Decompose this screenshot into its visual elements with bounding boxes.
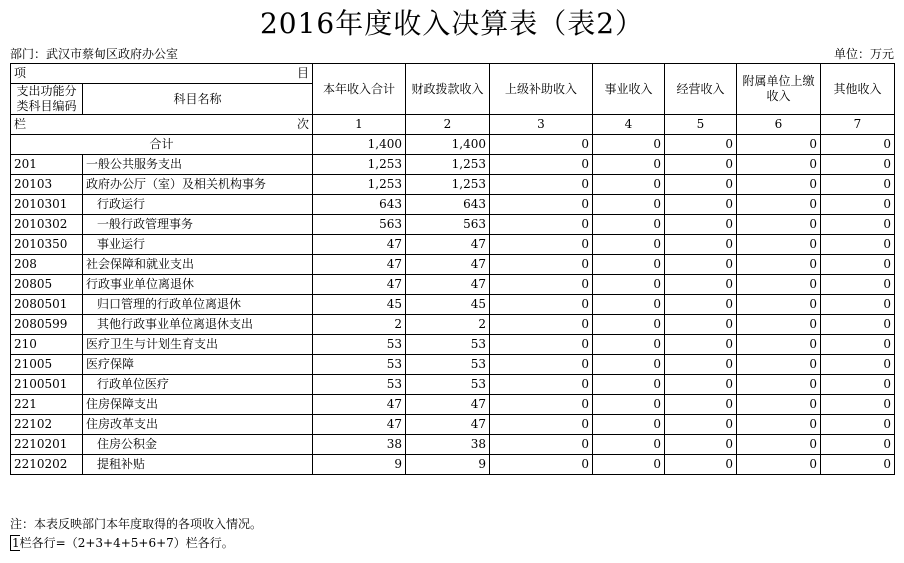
row-value: 0	[665, 395, 737, 415]
table-row	[11, 235, 895, 255]
col-number: 2	[406, 115, 490, 135]
row-value: 0	[490, 355, 593, 375]
row-value: 0	[737, 235, 821, 255]
table-row	[11, 255, 895, 275]
table-title: 2016年度收入决算表（表2）	[259, 7, 645, 40]
row-name: 其他行政事业单位离退休支出	[83, 315, 313, 335]
row-value: 47	[406, 275, 490, 295]
row-value: 0	[737, 415, 821, 435]
row-code: 2010350	[11, 235, 83, 255]
col-header-1: 本年收入合计	[313, 64, 406, 115]
row-code: 2210201	[11, 435, 83, 455]
row-value: 0	[821, 315, 895, 335]
total-value: 0	[490, 135, 593, 155]
row-value: 0	[490, 235, 593, 255]
row-value: 643	[406, 195, 490, 215]
row-value: 0	[665, 415, 737, 435]
row-value: 9	[406, 455, 490, 475]
row-value: 0	[490, 395, 593, 415]
row-value: 0	[593, 155, 665, 175]
col-number: 7	[821, 115, 895, 135]
row-value: 0	[821, 375, 895, 395]
table-row	[11, 395, 895, 415]
row-value: 0	[737, 295, 821, 315]
table-row	[11, 435, 895, 455]
table-row	[11, 335, 895, 355]
lan-ci-cell	[11, 115, 313, 135]
row-value: 0	[490, 255, 593, 275]
row-value: 2	[406, 315, 490, 335]
footnote-1: 注：本表反映部门本年度取得的各项收入情况。	[10, 517, 263, 531]
col-header-6: 附属单位上缴收入	[737, 64, 821, 115]
row-value: 0	[737, 215, 821, 235]
row-value: 0	[737, 395, 821, 415]
row-value: 53	[406, 355, 490, 375]
col-number: 6	[737, 115, 821, 135]
col-number: 4	[593, 115, 665, 135]
row-code: 210	[11, 335, 83, 355]
name-header: 科目名称	[83, 84, 313, 115]
row-value: 0	[593, 315, 665, 335]
row-value: 0	[665, 195, 737, 215]
row-name: 住房改革支出	[83, 415, 313, 435]
row-name: 行政单位医疗	[83, 375, 313, 395]
row-code: 2080501	[11, 295, 83, 315]
row-value: 0	[665, 155, 737, 175]
row-name: 归口管理的行政单位离退休	[83, 295, 313, 315]
total-value: 0	[593, 135, 665, 155]
col-number: 1	[313, 115, 406, 135]
xiang-mu-cell	[11, 64, 313, 84]
row-value: 0	[490, 215, 593, 235]
row-code: 21005	[11, 355, 83, 375]
row-value: 0	[821, 355, 895, 375]
row-value: 0	[593, 175, 665, 195]
table-row	[11, 215, 895, 235]
row-name: 行政事业单位离退休	[83, 275, 313, 295]
col-header-4: 事业收入	[593, 64, 665, 115]
row-value: 1,253	[313, 175, 406, 195]
row-name: 事业运行	[83, 235, 313, 255]
row-value: 0	[593, 395, 665, 415]
row-value: 53	[313, 355, 406, 375]
row-value: 53	[313, 335, 406, 355]
row-value: 0	[490, 155, 593, 175]
row-value: 0	[821, 195, 895, 215]
row-name: 住房公积金	[83, 435, 313, 455]
xiang-label: 项	[14, 66, 27, 80]
footnote-2-prefix: 1	[12, 536, 20, 550]
total-row	[11, 135, 895, 155]
row-value: 0	[490, 315, 593, 335]
row-value: 47	[406, 235, 490, 255]
table-row	[11, 175, 895, 195]
row-name: 行政运行	[83, 195, 313, 215]
row-code: 201	[11, 155, 83, 175]
column-number-row	[11, 115, 895, 135]
row-value: 47	[313, 415, 406, 435]
row-value: 47	[406, 395, 490, 415]
row-value: 563	[406, 215, 490, 235]
total-value: 0	[821, 135, 895, 155]
row-value: 0	[593, 355, 665, 375]
row-value: 1,253	[406, 155, 490, 175]
row-value: 0	[737, 375, 821, 395]
row-value: 0	[821, 335, 895, 355]
row-value: 0	[821, 455, 895, 475]
row-value: 45	[406, 295, 490, 315]
department-label: 部门：武汉市蔡甸区政府办公室	[10, 47, 179, 61]
table-row	[11, 275, 895, 295]
mu-label: 目	[296, 66, 309, 80]
row-value: 53	[313, 375, 406, 395]
row-value: 0	[737, 315, 821, 335]
table-row	[11, 375, 895, 395]
row-value: 0	[665, 335, 737, 355]
row-value: 38	[313, 435, 406, 455]
row-name: 政府办公厅（室）及相关机构事务	[83, 175, 313, 195]
table-row	[11, 355, 895, 375]
row-value: 0	[821, 435, 895, 455]
row-value: 0	[665, 175, 737, 195]
row-value: 0	[593, 275, 665, 295]
row-value: 0	[665, 255, 737, 275]
row-value: 47	[313, 395, 406, 415]
row-name: 社会保障和就业支出	[83, 255, 313, 275]
row-value: 0	[665, 355, 737, 375]
table-row	[11, 415, 895, 435]
row-value: 0	[665, 295, 737, 315]
row-code: 2010302	[11, 215, 83, 235]
row-value: 0	[490, 275, 593, 295]
row-value: 0	[821, 415, 895, 435]
row-value: 9	[313, 455, 406, 475]
total-value: 1,400	[313, 135, 406, 155]
row-code: 22102	[11, 415, 83, 435]
ci-label: 次	[296, 117, 309, 131]
row-value: 0	[821, 235, 895, 255]
total-value: 0	[737, 135, 821, 155]
row-value: 0	[665, 455, 737, 475]
row-value: 563	[313, 215, 406, 235]
row-value: 0	[821, 275, 895, 295]
row-value: 0	[821, 295, 895, 315]
table-row	[11, 315, 895, 335]
row-value: 2	[313, 315, 406, 335]
row-value: 0	[737, 155, 821, 175]
table-row	[11, 155, 895, 175]
row-value: 0	[737, 335, 821, 355]
row-code: 208	[11, 255, 83, 275]
row-value: 0	[593, 235, 665, 255]
row-value: 0	[490, 415, 593, 435]
table-row	[11, 295, 895, 315]
row-value: 53	[406, 335, 490, 355]
row-value: 47	[406, 415, 490, 435]
row-name: 医疗卫生与计划生育支出	[83, 335, 313, 355]
row-value: 0	[665, 275, 737, 295]
row-value: 0	[737, 435, 821, 455]
row-value: 0	[490, 435, 593, 455]
row-value: 53	[406, 375, 490, 395]
row-value: 0	[490, 375, 593, 395]
row-value: 1,253	[406, 175, 490, 195]
row-value: 0	[737, 455, 821, 475]
row-value: 1,253	[313, 155, 406, 175]
row-code: 20805	[11, 275, 83, 295]
row-value: 643	[313, 195, 406, 215]
col-header-2: 财政拨款收入	[406, 64, 490, 115]
row-name: 医疗保障	[83, 355, 313, 375]
lan-label: 栏	[14, 117, 27, 131]
row-value: 0	[821, 395, 895, 415]
table-row	[11, 455, 895, 475]
col-header-3: 上级补助收入	[490, 64, 593, 115]
row-value: 0	[593, 215, 665, 235]
col-number: 5	[665, 115, 737, 135]
row-value: 0	[490, 295, 593, 315]
total-label: 合计	[11, 135, 313, 155]
row-name: 一般公共服务支出	[83, 155, 313, 175]
code-header: 支出功能分类科目编码	[11, 84, 83, 115]
row-value: 0	[490, 335, 593, 355]
row-value: 47	[313, 275, 406, 295]
row-code: 2210202	[11, 455, 83, 475]
row-value: 0	[665, 215, 737, 235]
row-value: 0	[593, 255, 665, 275]
row-value: 0	[593, 195, 665, 215]
row-value: 38	[406, 435, 490, 455]
row-code: 221	[11, 395, 83, 415]
row-value: 0	[593, 375, 665, 395]
total-value: 1,400	[406, 135, 490, 155]
row-value: 0	[593, 415, 665, 435]
row-value: 0	[737, 275, 821, 295]
row-value: 0	[665, 375, 737, 395]
row-value: 0	[737, 195, 821, 215]
row-code: 2080599	[11, 315, 83, 335]
row-value: 0	[737, 175, 821, 195]
row-value: 0	[490, 455, 593, 475]
table-row	[11, 195, 895, 215]
row-value: 0	[593, 295, 665, 315]
row-value: 47	[313, 235, 406, 255]
footnote-2-text: 栏各行=（2+3+4+5+6+7）栏各行。	[19, 536, 234, 550]
row-value: 0	[821, 215, 895, 235]
col-number: 3	[490, 115, 593, 135]
row-value: 0	[593, 335, 665, 355]
row-value: 0	[821, 175, 895, 195]
col-header-5: 经营收入	[665, 64, 737, 115]
row-value: 45	[313, 295, 406, 315]
unit-label: 单位：万元	[833, 47, 894, 61]
row-value: 0	[593, 435, 665, 455]
header-row-xiang	[11, 64, 895, 84]
row-value: 0	[490, 195, 593, 215]
income-table	[10, 63, 895, 475]
row-value: 0	[821, 155, 895, 175]
row-name: 一般行政管理事务	[83, 215, 313, 235]
row-name: 提租补贴	[83, 455, 313, 475]
row-code: 2010301	[11, 195, 83, 215]
row-value: 0	[737, 355, 821, 375]
row-code: 20103	[11, 175, 83, 195]
row-value: 0	[737, 255, 821, 275]
row-value: 0	[490, 175, 593, 195]
row-name: 住房保障支出	[83, 395, 313, 415]
row-code: 2100501	[11, 375, 83, 395]
row-value: 0	[665, 435, 737, 455]
row-value: 47	[406, 255, 490, 275]
row-value: 0	[821, 255, 895, 275]
row-value: 47	[313, 255, 406, 275]
total-value: 0	[665, 135, 737, 155]
row-value: 0	[593, 455, 665, 475]
col-header-7: 其他收入	[821, 64, 895, 115]
row-value: 0	[665, 235, 737, 255]
row-value: 0	[665, 315, 737, 335]
footnote-2	[10, 535, 234, 551]
